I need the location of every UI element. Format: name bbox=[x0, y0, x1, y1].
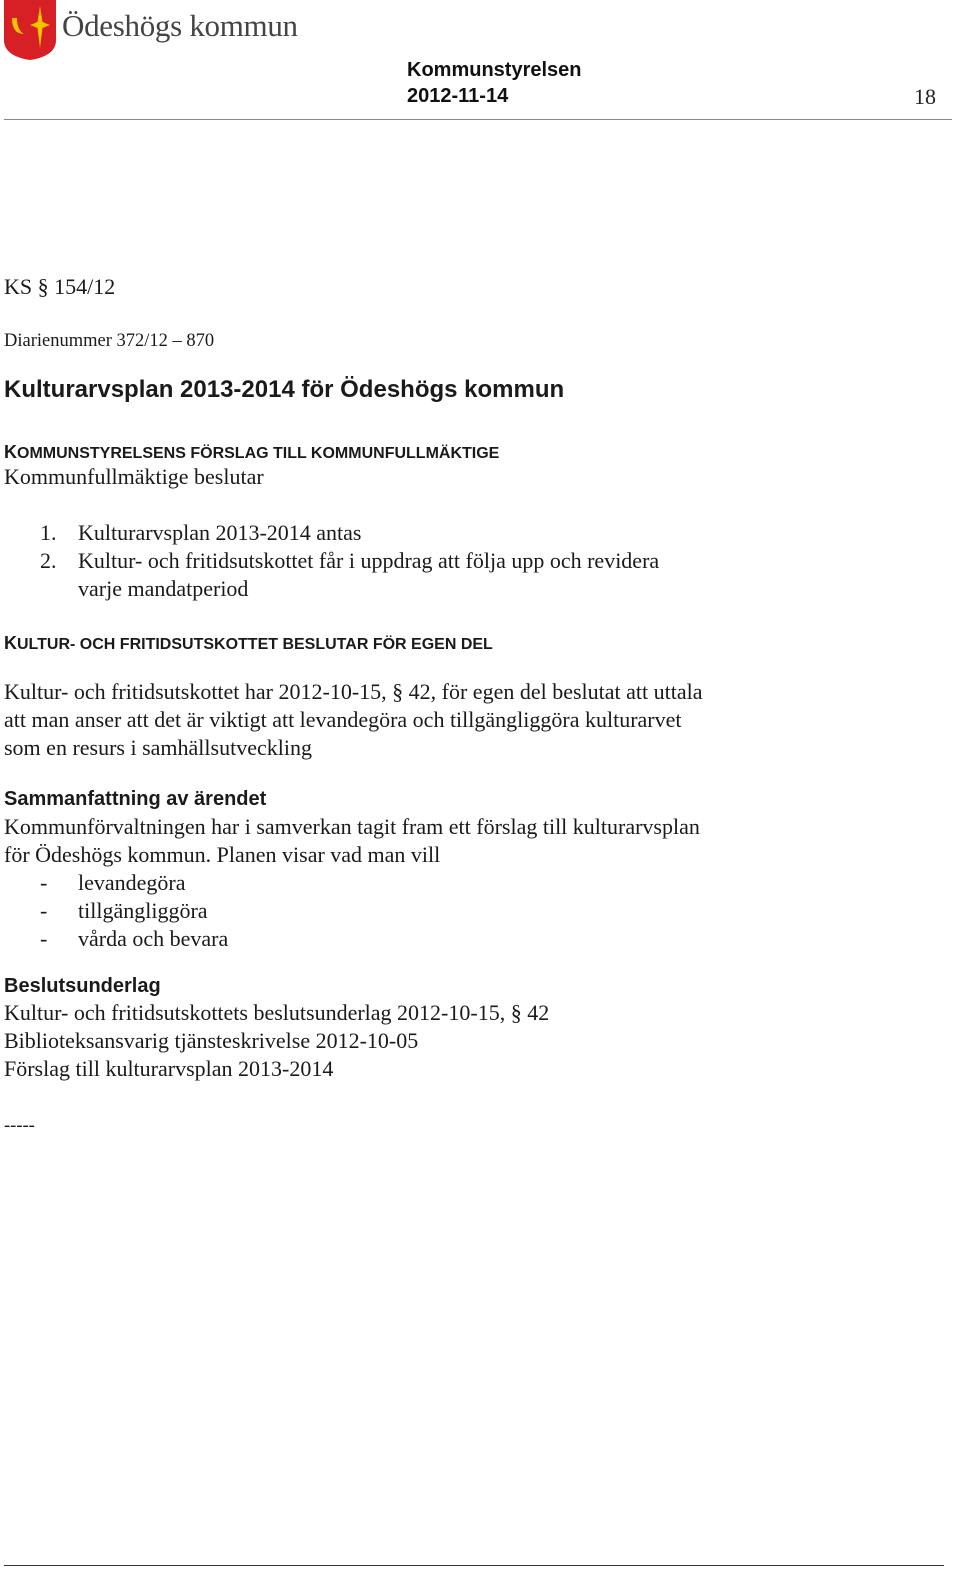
decision-number: 1. bbox=[40, 520, 57, 545]
bullet-item: levandegöra bbox=[78, 870, 186, 895]
proposal-heading-initial: K bbox=[4, 442, 17, 462]
decision-number: 2. bbox=[40, 548, 57, 573]
bullet-dash: - bbox=[40, 898, 48, 923]
bullet-item: tillgängliggöra bbox=[78, 898, 208, 923]
summary-text-line: Kommunförvaltningen har i samverkan tagit fram ett förslag till kulturarvsplan bbox=[4, 814, 700, 839]
municipality-logo bbox=[4, 0, 56, 60]
committee-heading-initial: K bbox=[4, 633, 17, 653]
basis-item: Förslag till kulturarvsplan 2013-2014 bbox=[4, 1056, 334, 1081]
committee-text-line: Kultur- och fritidsutskottet har 2012-10-15, § 42, för egen del beslutat att uttala bbox=[4, 679, 703, 704]
basis-heading: Beslutsunderlag bbox=[4, 975, 161, 997]
proposal-heading bbox=[4, 442, 499, 463]
footer-divider bbox=[4, 1565, 944, 1566]
committee-text-line: att man anser att det är viktigt att levandegöra och tillgängliggöra kulturarvet bbox=[4, 707, 682, 732]
page-number: 18 bbox=[914, 84, 936, 109]
decision-text: Kultur- och fritidsutskottet får i uppdrag att följa upp och revidera bbox=[78, 548, 660, 573]
bullet-dash: - bbox=[40, 926, 48, 951]
document-title: Kulturarvsplan 2013-2014 för Ödeshögs kommun bbox=[4, 376, 565, 403]
basis-item: Kultur- och fritidsutskottets beslutsunderlag 2012-10-15, § 42 bbox=[4, 1000, 550, 1025]
committee-text-line: som en resurs i samhällsutveckling bbox=[4, 735, 312, 760]
committee-heading-text: ULTUR- OCH FRITIDSUTSKOTTET BESLUTAR FÖR EGEN DEL bbox=[17, 636, 493, 653]
bullet-item: vårda och bevara bbox=[78, 926, 229, 951]
summary-text-line: för Ödeshögs kommun. Planen visar vad man vill bbox=[4, 842, 441, 867]
header-divider bbox=[4, 119, 952, 120]
end-marker: ----- bbox=[4, 1116, 35, 1136]
decision-text: Kulturarvsplan 2013-2014 antas bbox=[78, 520, 362, 545]
diary-number: Diarienummer 372/12 – 870 bbox=[4, 331, 215, 351]
decision-text-continued: varje mandatperiod bbox=[78, 576, 249, 601]
basis-item: Biblioteksansvarig tjänsteskrivelse 2012-10-05 bbox=[4, 1028, 419, 1053]
organization-name: Ödeshögs kommun bbox=[62, 8, 298, 43]
proposal-intro: Kommunfullmäktige beslutar bbox=[4, 464, 264, 489]
paragraph-reference: KS § 154/12 bbox=[4, 274, 116, 299]
bullet-dash: - bbox=[40, 870, 48, 895]
committee-heading bbox=[4, 633, 493, 654]
board-name: Kommunstyrelsen bbox=[407, 59, 582, 81]
meeting-date: 2012-11-14 bbox=[407, 85, 509, 107]
summary-heading: Sammanfattning av ärendet bbox=[4, 788, 267, 810]
proposal-heading-text: OMMUNSTYRELSENS FÖRSLAG TILL KOMMUNFULLMÄKTIGE bbox=[17, 445, 500, 462]
